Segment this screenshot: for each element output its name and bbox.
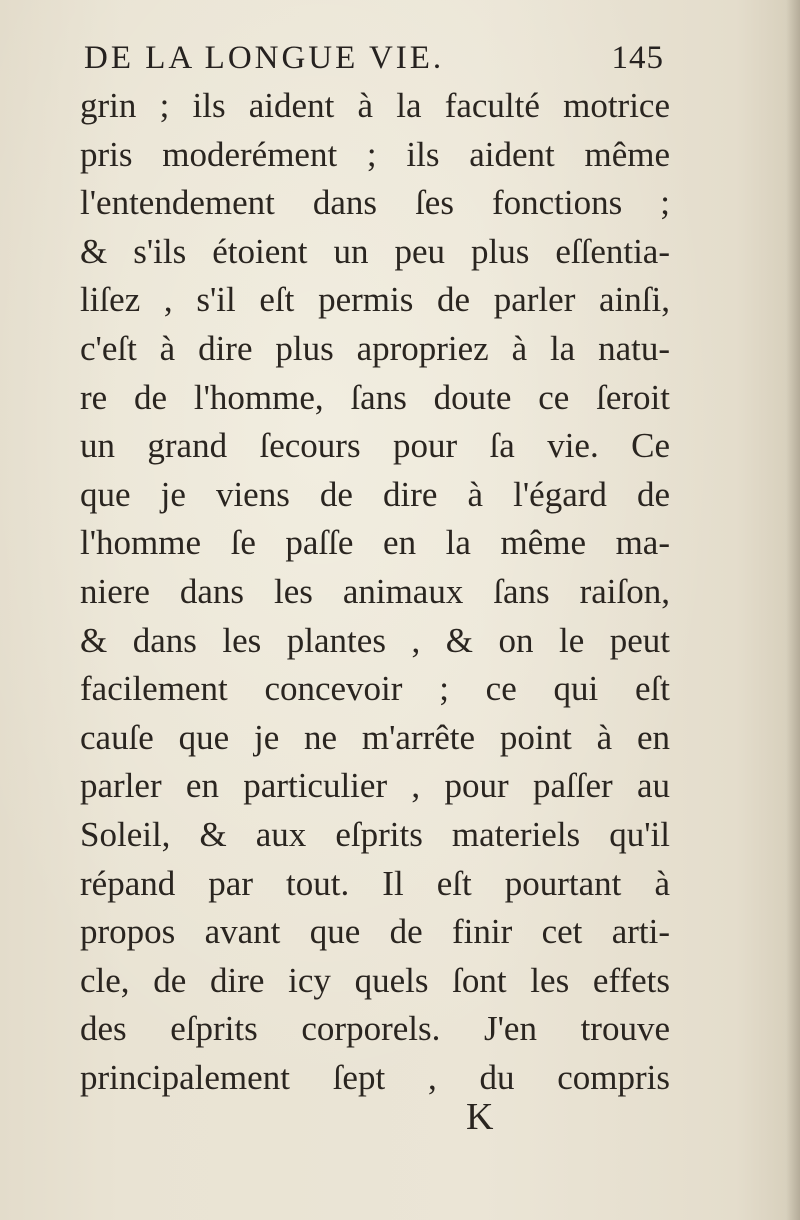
text-line: Soleil, & aux eſprits materiels qu'il <box>80 814 670 854</box>
text-line: facilement concevoir ; ce qui eſt <box>80 669 670 709</box>
text-line: pris moderément ; ils aident même <box>80 134 670 174</box>
page-number: 145 <box>611 40 664 76</box>
text-line: principalement ſept , du compris <box>80 1057 670 1097</box>
text-line: & dans les plantes , & on le peut <box>80 620 670 660</box>
text-line: des eſprits corporels. J'en trouve <box>80 1009 670 1049</box>
text-line: niere dans les animaux ſans raiſon, <box>80 571 670 611</box>
text-line: un grand ſecours pour ſa vie. Ce <box>80 426 670 466</box>
text-line: c'eſt à dire plus apropriez à la natu- <box>80 328 670 368</box>
body-text <box>80 82 670 1102</box>
text-line: parler en particulier , pour paſſer au <box>80 766 670 806</box>
text-line: répand par tout. Il eſt pourtant à <box>80 863 670 903</box>
text-line: cauſe que je ne m'arrête point à en <box>80 717 670 757</box>
signature-mark: K <box>466 1096 494 1138</box>
text-line: & s'ils étoient un peu plus eſſentia- <box>80 231 670 271</box>
text-line: cle, de dire icy quels ſont les effets <box>80 960 670 1000</box>
text-line: l'homme ſe paſſe en la même ma- <box>80 523 670 563</box>
text-line: grin ; ils aident à la faculté motrice <box>80 86 670 125</box>
running-head-title: DE LA LONGUE VIE. <box>84 40 445 76</box>
text-line: l'entendement dans ſes fonctions ; <box>80 183 670 223</box>
text-line: propos avant que de finir cet arti- <box>80 912 670 952</box>
text-line: que je viens de dire à l'égard de <box>80 474 670 514</box>
text-line: liſez , s'il eſt permis de parler ainſi, <box>80 280 670 320</box>
text-line: re de l'homme, ſans doute ce ſeroit <box>80 377 670 417</box>
page-edge-shadow <box>786 0 800 1220</box>
